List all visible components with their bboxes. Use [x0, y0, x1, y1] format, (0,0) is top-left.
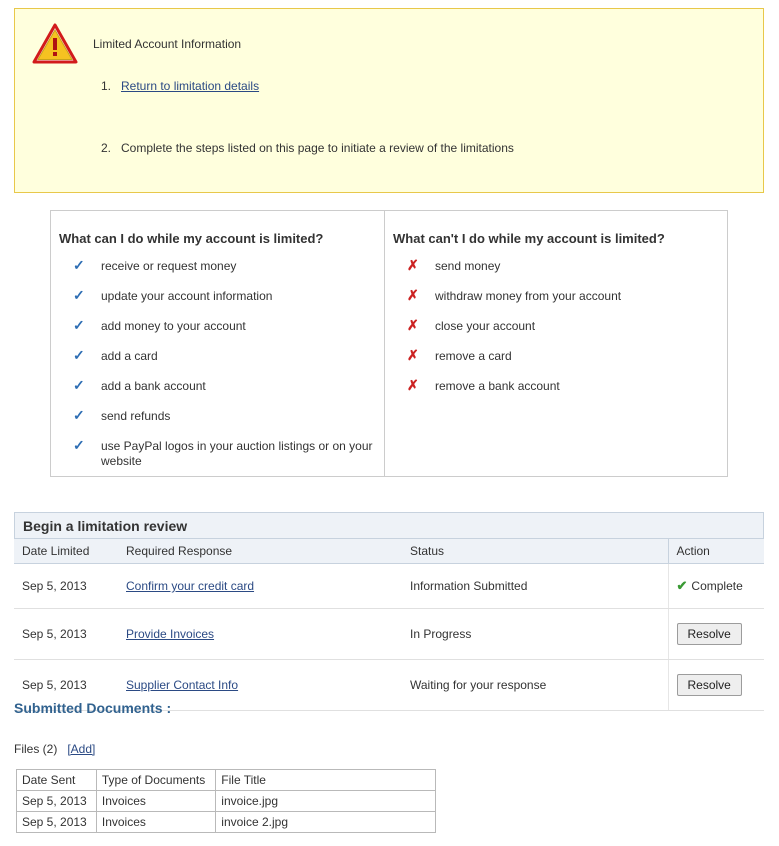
- warning-triangle-icon: [32, 23, 78, 65]
- cell-status: In Progress: [402, 609, 668, 660]
- table-row: [17, 791, 436, 812]
- cell-action: [668, 660, 764, 711]
- cross-icon: ✗: [407, 317, 419, 333]
- alert-steps-list: [75, 79, 735, 203]
- check-icon: ✓: [73, 407, 85, 423]
- column-header-date-limited: Date Limited: [14, 539, 118, 564]
- cell-required-response: [118, 564, 402, 609]
- cell-type: Invoices: [96, 791, 215, 812]
- resolve-button[interactable]: Resolve: [677, 623, 742, 645]
- cell-status: Information Submitted: [402, 564, 668, 609]
- limited-account-alert: [14, 8, 764, 193]
- list-item-label: send money: [435, 259, 501, 273]
- list-item: [73, 409, 373, 424]
- capabilities-can-title: What can I do while my account is limited?: [59, 231, 324, 246]
- column-header-file-title: File Title: [216, 770, 436, 791]
- alert-step-2: [75, 141, 735, 203]
- cell-file-title: invoice.jpg: [216, 791, 436, 812]
- capabilities-cannot-title: What can't I do while my account is limited?: [393, 231, 665, 246]
- capabilities-cannot-list: [407, 259, 707, 409]
- cell-required-response: [118, 609, 402, 660]
- submitted-documents-title: Submitted Documents :: [14, 700, 172, 716]
- list-item: [407, 259, 707, 274]
- check-icon: ✔: [676, 578, 688, 593]
- alert-step-1-text: [121, 79, 259, 93]
- limitation-details-link[interactable]: Return to limitation details: [121, 79, 260, 93]
- cell-action: [668, 609, 764, 660]
- list-item-label: use PayPal logos in your auction listings or on your website: [101, 439, 373, 468]
- cell-date-limited: Sep 5, 2013: [14, 660, 118, 711]
- capabilities-box: [50, 210, 728, 477]
- capabilities-can-column: [51, 211, 385, 476]
- cross-icon: ✗: [407, 257, 419, 273]
- list-item: [73, 259, 373, 274]
- column-header-type-of-documents: Type of Documents: [96, 770, 215, 791]
- limitation-review-title: Begin a limitation review: [23, 518, 188, 534]
- check-icon: ✓: [73, 437, 85, 453]
- cell-date-sent: Sep 5, 2013: [17, 812, 97, 833]
- alert-step-1-number: 1.: [101, 79, 112, 93]
- column-header-date-sent: Date Sent: [17, 770, 97, 791]
- check-icon: ✓: [73, 347, 85, 363]
- list-item-label: remove a bank account: [435, 379, 560, 393]
- list-item: [407, 349, 707, 364]
- list-item-label: send refunds: [101, 409, 171, 423]
- cell-type: Invoices: [96, 812, 215, 833]
- column-header-action: Action: [668, 539, 764, 564]
- limitation-review-header: [14, 512, 764, 538]
- cross-icon: ✗: [407, 287, 419, 303]
- files-count-row: [14, 742, 95, 756]
- limitation-review-section: [14, 512, 764, 711]
- cell-date-limited: Sep 5, 2013: [14, 609, 118, 660]
- cross-icon: ✗: [407, 347, 419, 363]
- list-item-label: add money to your account: [101, 319, 246, 333]
- alert-title: Limited Account Information: [93, 37, 242, 51]
- capabilities-can-list: [73, 259, 373, 484]
- list-item: [73, 319, 373, 334]
- list-item-label: update your account information: [101, 289, 273, 303]
- cell-file-title: invoice 2.jpg: [216, 812, 436, 833]
- list-item-label: close your account: [435, 319, 536, 333]
- list-item: [73, 379, 373, 394]
- column-header-required-response: Required Response: [118, 539, 402, 564]
- cell-status: Waiting for your response: [402, 660, 668, 711]
- provide-invoices-link[interactable]: Provide Invoices: [126, 627, 215, 641]
- capabilities-cannot-column: [385, 211, 727, 476]
- table-row: [17, 812, 436, 833]
- cell-action: [668, 564, 764, 609]
- check-icon: ✓: [73, 287, 85, 303]
- status-badge-complete: [677, 579, 743, 593]
- alert-step-2-text: Complete the steps listed on this page to initiate a review of the limitations: [121, 141, 514, 155]
- table-row: [14, 609, 764, 660]
- cell-date-limited: Sep 5, 2013: [14, 564, 118, 609]
- confirm-credit-card-link[interactable]: Confirm your credit card: [126, 579, 255, 593]
- check-icon: ✓: [73, 377, 85, 393]
- list-item: [73, 289, 373, 304]
- supplier-contact-info-link[interactable]: Supplier Contact Info: [126, 678, 239, 692]
- add-file-link[interactable]: [Add]: [67, 742, 96, 756]
- submitted-documents-table: [16, 769, 436, 833]
- files-count-label: Files (2): [14, 742, 58, 756]
- list-item-label: add a bank account: [101, 379, 206, 393]
- check-icon: ✓: [73, 257, 85, 273]
- table-row: [14, 564, 764, 609]
- resolve-button[interactable]: Resolve: [677, 674, 742, 696]
- complete-label: Complete: [691, 579, 743, 593]
- check-icon: ✓: [73, 317, 85, 333]
- list-item-label: remove a card: [435, 349, 512, 363]
- alert-step-1: [75, 79, 735, 141]
- table-header-row: [17, 770, 436, 791]
- list-item: [73, 439, 373, 469]
- list-item: [407, 379, 707, 394]
- table-header-row: [14, 539, 764, 564]
- column-header-status: Status: [402, 539, 668, 564]
- list-item-label: withdraw money from your account: [435, 289, 622, 303]
- cell-date-sent: Sep 5, 2013: [17, 791, 97, 812]
- list-item: [407, 289, 707, 304]
- alert-step-2-number: 2.: [101, 141, 112, 155]
- limitation-review-table: [14, 538, 764, 711]
- list-item: [407, 319, 707, 334]
- list-item-label: add a card: [101, 349, 158, 363]
- list-item-label: receive or request money: [101, 259, 237, 273]
- list-item: [73, 349, 373, 364]
- cross-icon: ✗: [407, 377, 419, 393]
